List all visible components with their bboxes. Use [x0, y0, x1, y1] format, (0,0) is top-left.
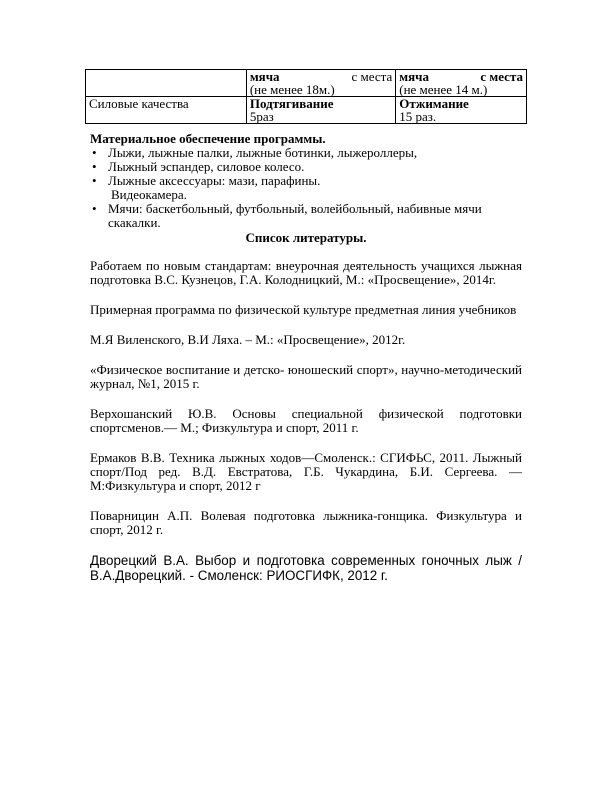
- list-item: • Лыжи, лыжные палки, лыжные ботинки, лыжероллеры,: [90, 146, 522, 160]
- cell-note: (не менее 18м.): [249, 82, 335, 97]
- cell-word: мяча: [399, 69, 429, 84]
- list-item: • Лыжные аксессуары: мази, парафины. Видеокамера.: [90, 174, 522, 202]
- cell-rest: с места: [351, 69, 393, 84]
- table-row: [86, 70, 527, 97]
- table-cell: [246, 70, 395, 97]
- table-cell: [246, 97, 395, 124]
- literature-entry: М.Я Виленского, В.И Ляха. – М.: «Просвещение», 2012г.: [90, 332, 406, 347]
- cell-rest: с места: [480, 69, 523, 84]
- table-cell: [86, 70, 247, 97]
- cell-word: мяча: [249, 69, 280, 84]
- table-cell: Силовые качества: [86, 97, 247, 124]
- literature-heading: Список литературы.: [245, 230, 367, 245]
- materials-section: [90, 132, 522, 599]
- literature-entry: Работаем по новым стандартам: внеурочная деятельность учащихся лыжная подготовка В.С. Кузнецов, Г.А. Колодницкий, М.: «Просвещение», 2014г.: [90, 258, 522, 287]
- cell-value: 5раз: [249, 109, 274, 124]
- list-item: • Мячи: баскетбольный, футбольный, волейбольный, набивные мячи скакалки.: [90, 202, 522, 230]
- cell-title: Подтягивание: [249, 96, 334, 111]
- table-cell: [396, 97, 527, 124]
- list-item: • Лыжный эспандер, силовое колесо.: [90, 160, 522, 174]
- literature-entry: Примерная программа по физической культуре предметная линия учебников: [90, 302, 517, 317]
- table-cell: [396, 70, 527, 97]
- literature-entry: «Физическое воспитание и детско- юношеский спорт», научно-методический журнал, №1, 2015 г.: [90, 362, 522, 391]
- cell-title: Отжимание: [399, 96, 469, 111]
- materials-title: Материальное обеспечение программы.: [90, 131, 326, 146]
- cell-value: 15 раз.: [399, 109, 437, 124]
- literature-entry: Дворецкий В.А. Выбор и подготовка современных гоночных лыж / В.А.Дворецкий. - Смоленск: РИОСГИФК, 2012 г.: [90, 553, 522, 583]
- literature-entry: Ермаков В.В. Техника лыжных ходов—Смоленск.: СГИФЬС, 2011. Лыжный спорт/Под ред. В.Д. Евстратова, Г.Б. Чукардина, Б.И. Сергеева. — М:Физкультура и спорт, 2012 г: [90, 450, 522, 493]
- literature-entry: Верхошанский Ю.В. Основы специальной физической подготовки спортсменов.— М.; Физкультура и спорт, 2011 г.: [90, 406, 522, 435]
- norms-table: [85, 69, 527, 124]
- cell-note: (не менее 14 м.): [399, 82, 488, 97]
- literature-entry: Поварницин А.П. Волевая подготовка лыжника-гонщика. Физкультура и спорт, 2012 г.: [90, 508, 522, 537]
- table-row: [86, 97, 527, 124]
